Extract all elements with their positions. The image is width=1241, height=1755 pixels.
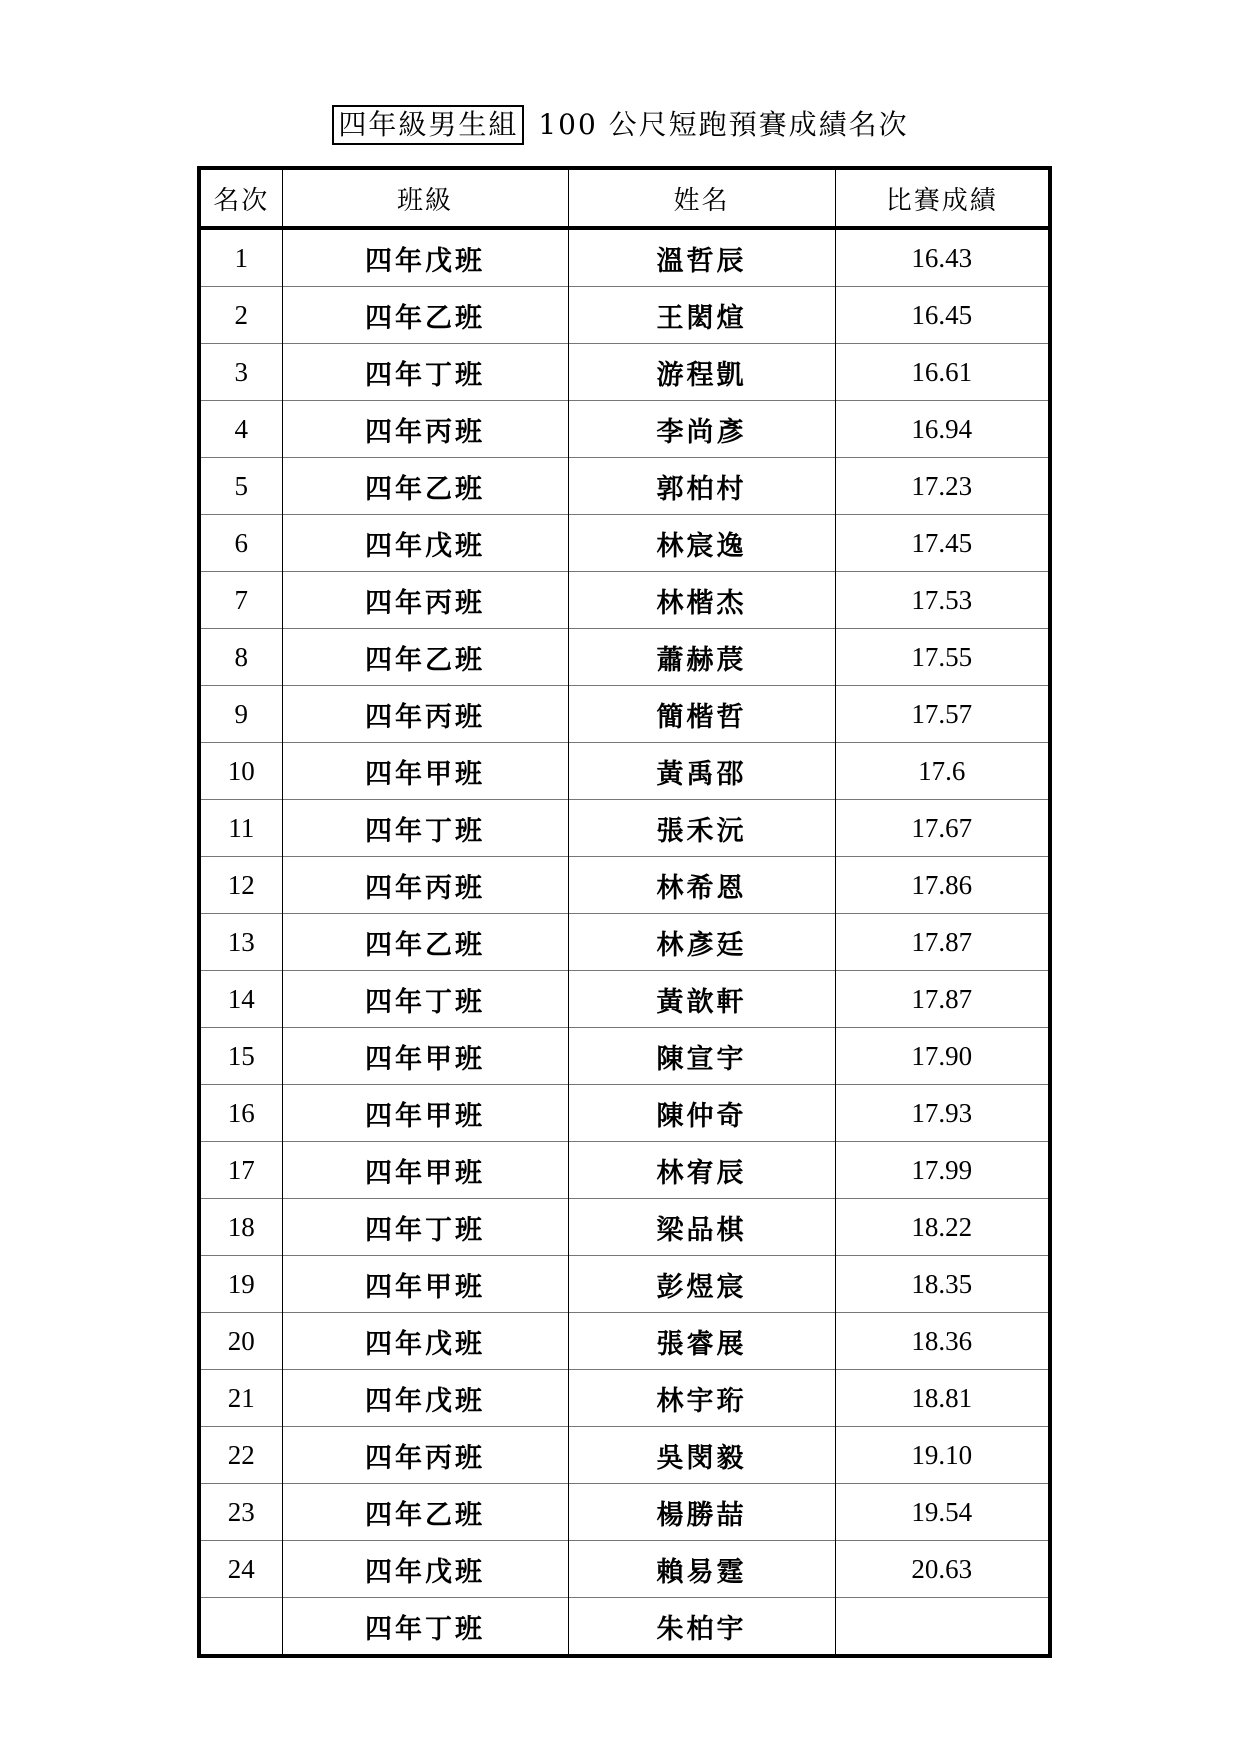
table-row — [199, 1028, 1050, 1085]
cell-score — [835, 1598, 1050, 1657]
cell-score: 17.99 — [835, 1142, 1050, 1199]
cell-name: 黃禹邵 — [568, 743, 835, 800]
table-row — [199, 743, 1050, 800]
cell-class: 四年乙班 — [282, 287, 568, 344]
cell-name: 吳閔毅 — [568, 1427, 835, 1484]
cell-class: 四年丁班 — [282, 1199, 568, 1256]
cell-rank — [199, 1598, 282, 1657]
cell-class: 四年丁班 — [282, 1598, 568, 1657]
cell-rank: 12 — [199, 857, 282, 914]
cell-rank: 10 — [199, 743, 282, 800]
cell-class: 四年丙班 — [282, 401, 568, 458]
cell-class: 四年甲班 — [282, 1256, 568, 1313]
cell-class: 四年戊班 — [282, 228, 568, 287]
cell-score: 17.23 — [835, 458, 1050, 515]
cell-rank: 13 — [199, 914, 282, 971]
table-row — [199, 914, 1050, 971]
cell-class: 四年丁班 — [282, 344, 568, 401]
header-name: 姓名 — [568, 168, 835, 228]
cell-rank: 24 — [199, 1541, 282, 1598]
cell-rank: 5 — [199, 458, 282, 515]
cell-score: 16.43 — [835, 228, 1050, 287]
cell-rank: 18 — [199, 1199, 282, 1256]
cell-score: 17.86 — [835, 857, 1050, 914]
table-row — [199, 1370, 1050, 1427]
cell-class: 四年丙班 — [282, 1427, 568, 1484]
cell-rank: 22 — [199, 1427, 282, 1484]
cell-name: 蕭赫莀 — [568, 629, 835, 686]
table-row — [199, 287, 1050, 344]
cell-rank: 6 — [199, 515, 282, 572]
cell-score: 17.87 — [835, 914, 1050, 971]
cell-name: 陳宣宇 — [568, 1028, 835, 1085]
table-row — [199, 686, 1050, 743]
cell-rank: 19 — [199, 1256, 282, 1313]
table-row — [199, 1484, 1050, 1541]
table-row — [199, 1142, 1050, 1199]
cell-score: 17.6 — [835, 743, 1050, 800]
cell-name: 彭煜宸 — [568, 1256, 835, 1313]
cell-rank: 14 — [199, 971, 282, 1028]
cell-score: 17.87 — [835, 971, 1050, 1028]
results-table — [197, 166, 1052, 1658]
cell-class: 四年戊班 — [282, 1541, 568, 1598]
cell-class: 四年乙班 — [282, 458, 568, 515]
cell-class: 四年戊班 — [282, 1313, 568, 1370]
cell-name: 楊勝喆 — [568, 1484, 835, 1541]
cell-class: 四年甲班 — [282, 1028, 568, 1085]
cell-score: 16.61 — [835, 344, 1050, 401]
cell-score: 17.67 — [835, 800, 1050, 857]
cell-name: 朱柏宇 — [568, 1598, 835, 1657]
table-row — [199, 515, 1050, 572]
cell-class: 四年甲班 — [282, 1085, 568, 1142]
cell-rank: 1 — [234, 242, 248, 273]
cell-name: 張睿展 — [568, 1313, 835, 1370]
cell-score: 17.90 — [835, 1028, 1050, 1085]
table-row — [199, 1199, 1050, 1256]
cell-rank: 21 — [199, 1370, 282, 1427]
cell-score: 19.10 — [835, 1427, 1050, 1484]
cell-score: 18.35 — [835, 1256, 1050, 1313]
table-row — [199, 1541, 1050, 1598]
cell-class: 四年丁班 — [282, 971, 568, 1028]
cell-name: 林彥廷 — [568, 914, 835, 971]
cell-name: 林楷杰 — [568, 572, 835, 629]
cell-class: 四年丙班 — [282, 686, 568, 743]
cell-name: 游程凱 — [568, 344, 835, 401]
table-row — [199, 1256, 1050, 1313]
table-row — [199, 458, 1050, 515]
cell-class: 四年丙班 — [282, 857, 568, 914]
cell-score: 18.36 — [835, 1313, 1050, 1370]
page-title — [0, 105, 1241, 145]
cell-name: 李尚彥 — [568, 401, 835, 458]
cell-name: 簡楷哲 — [568, 686, 835, 743]
cell-name: 林希恩 — [568, 857, 835, 914]
cell-class: 四年丁班 — [282, 800, 568, 857]
table-row — [199, 1085, 1050, 1142]
table-row — [199, 1313, 1050, 1370]
cell-class: 四年甲班 — [282, 743, 568, 800]
title-group-label: 四年級男生組 — [332, 105, 524, 145]
cell-rank: 8 — [199, 629, 282, 686]
table-row — [199, 629, 1050, 686]
cell-score: 17.57 — [835, 686, 1050, 743]
cell-rank: 9 — [199, 686, 282, 743]
cell-name: 陳仲奇 — [568, 1085, 835, 1142]
cell-score: 17.93 — [835, 1085, 1050, 1142]
cell-rank: 11 — [199, 800, 282, 857]
table-row — [199, 800, 1050, 857]
cell-name: 黃歆軒 — [568, 971, 835, 1028]
table-row — [199, 572, 1050, 629]
cell-rank: 15 — [199, 1028, 282, 1085]
cell-rank: 7 — [199, 572, 282, 629]
cell-rank: 4 — [199, 401, 282, 458]
cell-name: 郭柏村 — [568, 458, 835, 515]
table-row — [199, 857, 1050, 914]
cell-name: 張禾沅 — [568, 800, 835, 857]
cell-class: 四年戊班 — [282, 1370, 568, 1427]
cell-score: 20.63 — [835, 1541, 1050, 1598]
cell-class: 四年丙班 — [282, 572, 568, 629]
cell-class: 四年戊班 — [282, 515, 568, 572]
cell-rank: 17 — [199, 1142, 282, 1199]
results-body — [199, 228, 1050, 1656]
cell-score: 17.53 — [835, 572, 1050, 629]
header-rank: 名次 — [199, 168, 282, 228]
cell-score: 18.22 — [835, 1199, 1050, 1256]
cell-name: 王閎煊 — [568, 287, 835, 344]
cell-name: 溫哲辰 — [568, 228, 835, 287]
cell-rank: 20 — [199, 1313, 282, 1370]
cell-score: 19.54 — [835, 1484, 1050, 1541]
cell-rank: 23 — [199, 1484, 282, 1541]
table-row — [199, 971, 1050, 1028]
cell-score: 16.45 — [835, 287, 1050, 344]
table-row — [199, 344, 1050, 401]
cell-score: 18.81 — [835, 1370, 1050, 1427]
cell-class: 四年甲班 — [282, 1142, 568, 1199]
cell-name: 賴易霆 — [568, 1541, 835, 1598]
table-row — [199, 1427, 1050, 1484]
cell-name: 林宇珩 — [568, 1370, 835, 1427]
title-event-label: 100 公尺短跑預賽成績名次 — [538, 108, 909, 141]
cell-score: 17.45 — [835, 515, 1050, 572]
header-score: 比賽成績 — [835, 168, 1050, 228]
cell-rank: 2 — [199, 287, 282, 344]
cell-score: 16.94 — [835, 401, 1050, 458]
cell-class: 四年乙班 — [282, 914, 568, 971]
cell-name: 梁品棋 — [568, 1199, 835, 1256]
cell-name: 林宸逸 — [568, 515, 835, 572]
cell-class: 四年乙班 — [282, 629, 568, 686]
table-row — [199, 1598, 1050, 1657]
cell-score: 17.55 — [835, 629, 1050, 686]
header-class: 班級 — [282, 168, 568, 228]
table-header-row — [199, 168, 1050, 228]
cell-name: 林宥辰 — [568, 1142, 835, 1199]
cell-class: 四年乙班 — [282, 1484, 568, 1541]
cell-rank: 16 — [199, 1085, 282, 1142]
table-row — [199, 228, 1050, 287]
cell-rank: 3 — [199, 344, 282, 401]
table-row — [199, 401, 1050, 458]
